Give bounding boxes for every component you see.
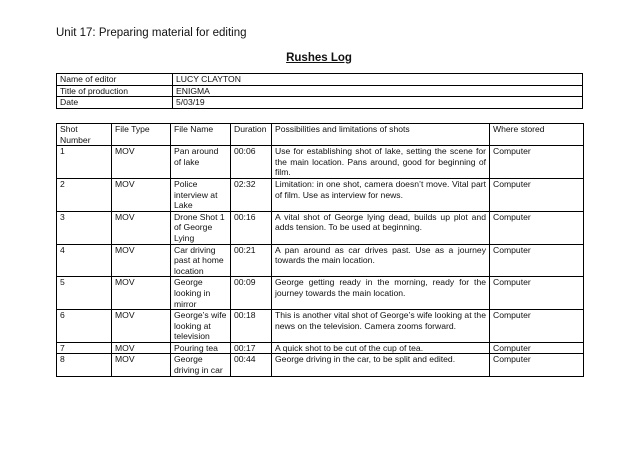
file-name-cell: George’s wife looking at television (171, 310, 231, 343)
shot-number-cell: 1 (57, 146, 112, 179)
notes-cell: George driving in the car, to be split and edited. (272, 354, 490, 376)
info-label: Title of production (57, 85, 173, 97)
duration-cell: 00:44 (231, 354, 272, 376)
storage-cell: Computer (490, 178, 584, 211)
file-name-cell: Pan around of lake (171, 146, 231, 179)
table-row (57, 342, 584, 354)
shot-number-cell: 6 (57, 310, 112, 343)
file-name-cell: George looking in mirror (171, 277, 231, 310)
file-name-cell: Drone Shot 1 of George Lying (171, 211, 231, 244)
file-type-cell: MOV (112, 211, 171, 244)
shot-number-cell: 4 (57, 244, 112, 277)
info-row-editor (57, 74, 583, 86)
file-name-cell: Car driving past at home location (171, 244, 231, 277)
column-header: Duration (231, 124, 272, 146)
column-header: File Type (112, 124, 171, 146)
info-value: LUCY CLAYTON (173, 74, 583, 86)
notes-cell: Limitation: in one shot, camera doesn’t move. Vital part of film. Use as interview for news. (272, 178, 490, 211)
info-value: 5/03/19 (173, 97, 583, 109)
table-row (57, 310, 584, 343)
notes-cell: A vital shot of George lying dead, builds up plot and adds tension. To be used at beginning. (272, 211, 490, 244)
file-type-cell: MOV (112, 354, 171, 376)
rushes-log-title: Rushes Log (286, 52, 352, 64)
shot-number-cell: 5 (57, 277, 112, 310)
duration-cell: 00:16 (231, 211, 272, 244)
file-type-cell: MOV (112, 342, 171, 354)
table-row (57, 211, 584, 244)
shot-number-cell: 7 (57, 342, 112, 354)
table-header-row (57, 124, 584, 146)
table-row (57, 178, 584, 211)
file-name-cell: George driving in car (171, 354, 231, 376)
notes-cell: A quick shot to be cut of the cup of tea. (272, 342, 490, 354)
table-row (57, 277, 584, 310)
duration-cell: 00:18 (231, 310, 272, 343)
table-row (57, 244, 584, 277)
table-row (57, 354, 584, 376)
duration-cell: 00:21 (231, 244, 272, 277)
file-type-cell: MOV (112, 146, 171, 179)
storage-cell: Computer (490, 211, 584, 244)
column-header: Where stored (490, 124, 584, 146)
file-name-cell: Police interview at Lake (171, 178, 231, 211)
notes-cell: Use for establishing shot of lake, setting the scene for the main location. Pans around, good for beginning of film. (272, 146, 490, 179)
notes-cell: A pan around as car drives past. Use as a journey towards the main location. (272, 244, 490, 277)
info-row-date (57, 97, 583, 109)
file-type-cell: MOV (112, 244, 171, 277)
column-header: Shot Number (57, 124, 112, 146)
storage-cell: Computer (490, 310, 584, 343)
notes-cell: This is another vital shot of George’s wife looking at the news on the television. Camera zooms forward. (272, 310, 490, 343)
file-type-cell: MOV (112, 310, 171, 343)
storage-cell: Computer (490, 342, 584, 354)
file-type-cell: MOV (112, 178, 171, 211)
table-row (57, 146, 584, 179)
duration-cell: 00:09 (231, 277, 272, 310)
file-type-cell: MOV (112, 277, 171, 310)
storage-cell: Computer (490, 277, 584, 310)
duration-cell: 00:06 (231, 146, 272, 179)
info-value: ENIGMA (173, 85, 583, 97)
production-info-table (56, 73, 583, 109)
info-label: Name of editor (57, 74, 173, 86)
duration-cell: 00:17 (231, 342, 272, 354)
column-header: File Name (171, 124, 231, 146)
file-name-cell: Pouring tea (171, 342, 231, 354)
duration-cell: 02:32 (231, 178, 272, 211)
shot-number-cell: 3 (57, 211, 112, 244)
storage-cell: Computer (490, 244, 584, 277)
storage-cell: Computer (490, 354, 584, 376)
storage-cell: Computer (490, 146, 584, 179)
info-row-production (57, 85, 583, 97)
rushes-log-table (56, 123, 584, 377)
column-header: Possibilities and limitations of shots (272, 124, 490, 146)
info-label: Date (57, 97, 173, 109)
notes-cell: George getting ready in the morning, ready for the journey towards the main location. (272, 277, 490, 310)
unit-title: Unit 17: Preparing material for editing (56, 27, 247, 39)
shot-number-cell: 8 (57, 354, 112, 376)
shot-number-cell: 2 (57, 178, 112, 211)
